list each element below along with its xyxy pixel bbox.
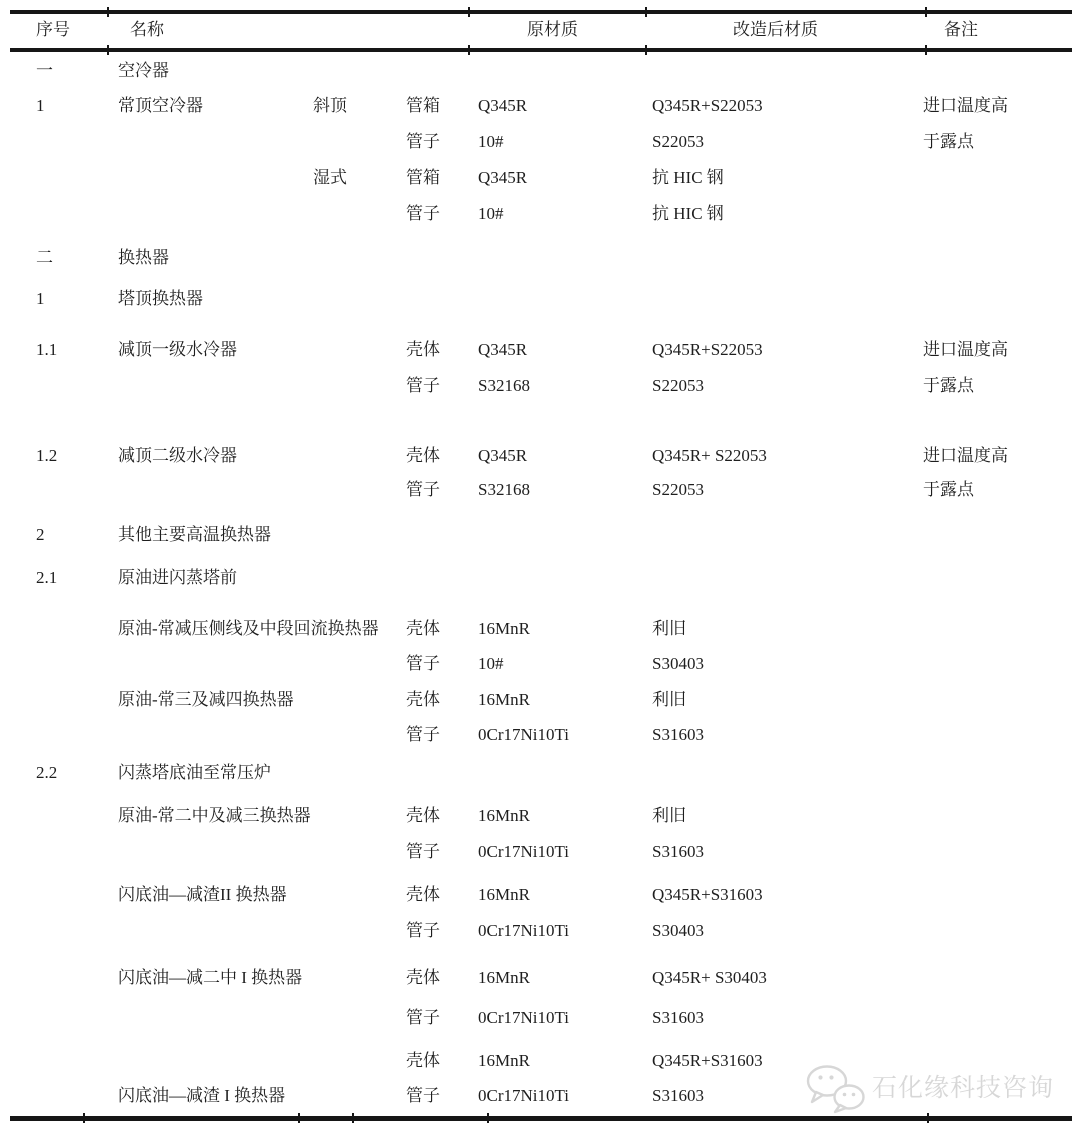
row-name: 原油-常三及减四换热器 xyxy=(118,690,294,709)
row-modified-material: S22053 xyxy=(652,376,704,395)
row-original-material: 0Cr17Ni10Ti xyxy=(478,725,570,744)
row-original-material: Q345R xyxy=(478,340,528,359)
row-modified-material: Q345R+S31603 xyxy=(652,885,763,904)
table-row xyxy=(0,619,1080,639)
table-row xyxy=(0,921,1080,941)
rule-tick xyxy=(925,45,927,55)
row-index: 一 xyxy=(36,61,53,80)
table-row xyxy=(0,763,1080,783)
row-name: 闪底油—减渣II 换热器 xyxy=(118,885,287,904)
table-row xyxy=(0,690,1080,710)
table-row xyxy=(0,446,1080,466)
row-name: 原油-常减压侧线及中段回流换热器 xyxy=(118,619,379,638)
row-original-material: 16MnR xyxy=(478,885,530,904)
row-index: 2.2 xyxy=(36,763,58,782)
row-modified-material: Q345R+ S30403 xyxy=(652,968,767,987)
row-modified-material: S22053 xyxy=(652,132,704,151)
rule-tick xyxy=(487,1113,489,1123)
row-modified-material: Q345R+ S22053 xyxy=(652,446,767,465)
table-row xyxy=(0,168,1080,188)
row-index: 1.1 xyxy=(36,340,58,359)
rule-tick xyxy=(468,45,470,55)
table-row xyxy=(0,654,1080,674)
row-part: 管子 xyxy=(406,1008,440,1027)
row-index: 1 xyxy=(36,96,45,115)
row-part: 管子 xyxy=(406,921,440,940)
table-row xyxy=(0,842,1080,862)
row-modified-material: S31603 xyxy=(652,1086,704,1105)
row-part: 壳体 xyxy=(406,968,440,987)
row-note: 进口温度高 xyxy=(923,96,1008,115)
row-note: 于露点 xyxy=(923,480,974,499)
row-index: 2.1 xyxy=(36,568,58,587)
row-name: 减顶一级水冷器 xyxy=(118,340,237,359)
rule-tick xyxy=(927,1113,929,1123)
rule-tick xyxy=(83,1113,85,1123)
row-original-material: 16MnR xyxy=(478,806,530,825)
row-name: 原油-常二中及减三换热器 xyxy=(118,806,311,825)
row-modified-material: S31603 xyxy=(652,725,704,744)
row-original-material: 16MnR xyxy=(478,690,530,709)
row-modified-material: 利旧 xyxy=(652,806,686,825)
row-modified-material: 抗 HIC 钢 xyxy=(652,204,724,223)
row-part: 壳体 xyxy=(406,340,440,359)
table-top-rule xyxy=(10,10,1072,14)
row-part: 管子 xyxy=(406,725,440,744)
table-row xyxy=(0,204,1080,224)
row-modified-material: 抗 HIC 钢 xyxy=(652,168,724,187)
table-row xyxy=(0,132,1080,152)
row-part: 壳体 xyxy=(406,806,440,825)
row-original-material: 0Cr17Ni10Ti xyxy=(478,842,570,861)
row-part: 壳体 xyxy=(406,446,440,465)
row-original-material: Q345R xyxy=(478,96,528,115)
row-modified-material: 利旧 xyxy=(652,690,686,709)
row-name: 空冷器 xyxy=(118,61,169,80)
row-name: 闪蒸塔底油至常压炉 xyxy=(118,763,271,782)
row-original-material: 0Cr17Ni10Ti xyxy=(478,1086,570,1105)
row-original-material: 10# xyxy=(478,132,504,151)
table-row xyxy=(0,61,1080,81)
col-header-seq: 序号 xyxy=(36,20,70,39)
row-name: 闪底油—减渣 I 换热器 xyxy=(118,1086,286,1105)
row-modified-material: Q345R+S22053 xyxy=(652,340,763,359)
table-row xyxy=(0,96,1080,116)
rule-tick xyxy=(298,1113,300,1123)
row-index: 2 xyxy=(36,525,45,544)
row-original-material: 10# xyxy=(478,654,504,673)
col-header-note: 备注 xyxy=(944,20,978,39)
rule-tick xyxy=(468,7,470,17)
row-modified-material: S22053 xyxy=(652,480,704,499)
table-row xyxy=(0,525,1080,545)
table-row xyxy=(0,885,1080,905)
col-header-original: 原材质 xyxy=(527,20,578,39)
table-row xyxy=(0,806,1080,826)
row-original-material: 16MnR xyxy=(478,1051,530,1070)
row-original-material: Q345R xyxy=(478,446,528,465)
row-note: 进口温度高 xyxy=(923,340,1008,359)
row-part: 管子 xyxy=(406,654,440,673)
row-variant: 斜顶 xyxy=(313,96,347,115)
rule-tick xyxy=(352,1113,354,1123)
wechat-icon xyxy=(804,1064,868,1114)
rule-tick xyxy=(107,45,109,55)
row-name: 减顶二级水冷器 xyxy=(118,446,237,465)
rule-tick xyxy=(925,7,927,17)
row-part: 管子 xyxy=(406,480,440,499)
table-row xyxy=(0,376,1080,396)
row-index: 1 xyxy=(36,289,45,308)
rule-tick xyxy=(645,45,647,55)
row-original-material: Q345R xyxy=(478,168,528,187)
row-part: 管子 xyxy=(406,204,440,223)
watermark-text: 石化缘科技咨询 xyxy=(872,1075,1055,1102)
row-original-material: S32168 xyxy=(478,376,530,395)
row-note: 于露点 xyxy=(923,132,974,151)
table-row xyxy=(0,340,1080,360)
rule-tick xyxy=(645,7,647,17)
row-modified-material: S31603 xyxy=(652,842,704,861)
table-row xyxy=(0,968,1080,988)
row-name: 塔顶换热器 xyxy=(118,289,203,308)
table-row xyxy=(0,725,1080,745)
table-row xyxy=(0,568,1080,588)
row-part: 管子 xyxy=(406,842,440,861)
row-part: 管子 xyxy=(406,1086,440,1105)
row-note: 进口温度高 xyxy=(923,446,1008,465)
row-original-material: 10# xyxy=(478,204,504,223)
row-note: 于露点 xyxy=(923,376,974,395)
col-header-name: 名称 xyxy=(130,20,164,39)
row-modified-material: Q345R+S22053 xyxy=(652,96,763,115)
row-modified-material: S30403 xyxy=(652,921,704,940)
row-variant: 湿式 xyxy=(313,168,347,187)
row-part: 壳体 xyxy=(406,690,440,709)
row-part: 壳体 xyxy=(406,1051,440,1070)
table-header-rule xyxy=(10,48,1072,52)
row-part: 壳体 xyxy=(406,885,440,904)
row-name: 原油进闪蒸塔前 xyxy=(118,568,237,587)
row-name: 常顶空冷器 xyxy=(118,96,203,115)
watermark xyxy=(804,1064,1054,1114)
row-modified-material: Q345R+S31603 xyxy=(652,1051,763,1070)
row-original-material: 16MnR xyxy=(478,968,530,987)
row-name: 换热器 xyxy=(118,248,169,267)
row-index: 二 xyxy=(36,248,53,267)
table-bottom-rule xyxy=(10,1116,1072,1121)
row-part: 管箱 xyxy=(406,168,440,187)
rule-tick xyxy=(107,7,109,17)
row-original-material: S32168 xyxy=(478,480,530,499)
row-modified-material: 利旧 xyxy=(652,619,686,638)
row-name: 闪底油—减二中 I 换热器 xyxy=(118,968,303,987)
col-header-modified: 改造后材质 xyxy=(733,20,818,39)
row-modified-material: S31603 xyxy=(652,1008,704,1027)
table-row xyxy=(0,248,1080,268)
row-part: 管箱 xyxy=(406,96,440,115)
row-part: 管子 xyxy=(406,132,440,151)
row-name: 其他主要高温换热器 xyxy=(118,525,271,544)
table-row xyxy=(0,289,1080,309)
row-modified-material: S30403 xyxy=(652,654,704,673)
row-index: 1.2 xyxy=(36,446,58,465)
row-part: 壳体 xyxy=(406,619,440,638)
row-original-material: 0Cr17Ni10Ti xyxy=(478,921,570,940)
table-row xyxy=(0,480,1080,500)
table-row xyxy=(0,1008,1080,1028)
row-original-material: 16MnR xyxy=(478,619,530,638)
row-original-material: 0Cr17Ni10Ti xyxy=(478,1008,570,1027)
row-part: 管子 xyxy=(406,376,440,395)
